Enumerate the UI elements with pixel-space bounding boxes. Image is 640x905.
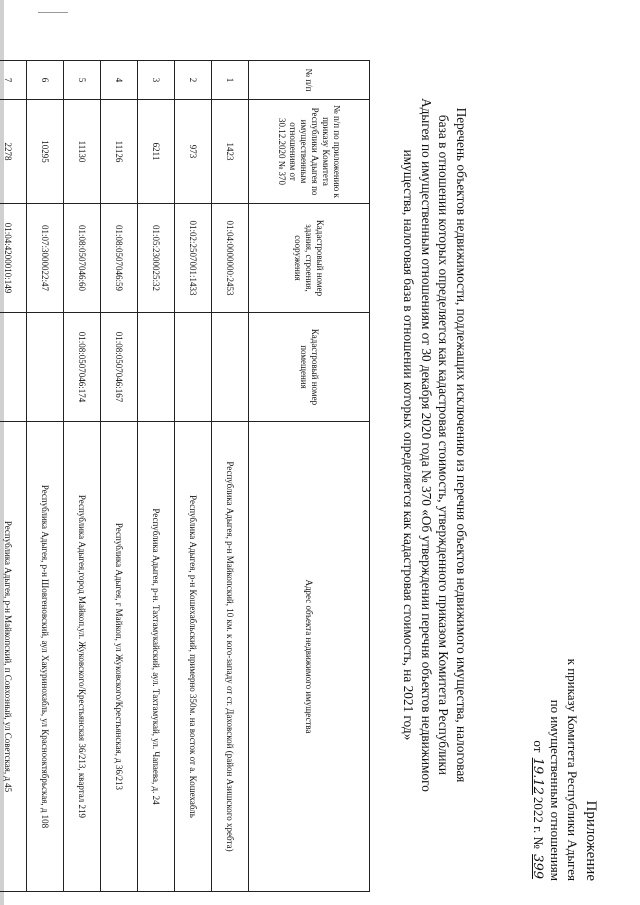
header-room-cadastral: Кадастровый номер помещения <box>249 313 370 422</box>
cell-number: 5 <box>64 61 101 100</box>
cell-reference: 11130 <box>64 100 101 204</box>
cell-room <box>0 313 27 422</box>
cell-address: Республика Адыгея,город Майкоп,ул. Жуковского/Крестьянская 36/213, квартал 219 <box>64 422 101 892</box>
cell-room: 01:08:0507046:174 <box>64 313 101 422</box>
appendix-date-line <box>529 551 547 881</box>
header-building-cadastral: Кадастровый номер здания, строения, сооружения <box>249 204 370 313</box>
cell-room <box>138 313 175 422</box>
appendix-date-prefix: от <box>531 740 546 753</box>
cell-number: 3 <box>138 61 175 100</box>
table-header-row <box>249 61 370 892</box>
appendix-block <box>529 551 600 881</box>
cell-room <box>175 313 212 422</box>
cell-address: Республика Адыгея, р-н Майкопский, п Совхозный, ул Советская, д 45 <box>0 422 27 892</box>
appendix-date-suffix: 2022 г. № <box>531 796 546 849</box>
cell-number: 6 <box>27 61 64 100</box>
table-row <box>0 61 27 892</box>
cell-address: Республика Адыгея, р-н Шовгеновский, аул Хакуринохабль, ул Краснооктябрьская, д 108 <box>27 422 64 892</box>
document-title: Перечень объектов недвижимости, подлежащих исключению из перечня объектов недвижимого имущества, налоговая база в отношении которых определяется как кадастровая стоимость, утвержденного приказом Комитета Республики Адыгея по имущественным отношениям от 30 декабря 2020 года № 370 «Об утверждении перечня объектов недвижимого имущества, налоговая база в отношении которых определяется как кадастровая стоимость, на 2021 год» <box>401 98 469 792</box>
cell-building: 01:05:2300025:32 <box>138 204 175 313</box>
appendix-line-2: к приказу Комитета Республики Адыгея <box>565 658 580 881</box>
cell-building: 01:04:4200010:149 <box>0 204 27 313</box>
cell-building: 01:07:3000022:47 <box>27 204 64 313</box>
header-address: Адрес объекта недвижимого имущества <box>249 422 370 892</box>
cell-room: 01:08:0507046:167 <box>101 313 138 422</box>
appendix-line-1: Приложение <box>583 800 599 881</box>
header-reference-number: № п/п по приложению к приказу Комитета Республики Адыгея по имущественным отношениям от 30.12.2020 № 370 <box>249 100 370 204</box>
cell-address: Республика Адыгея, р-н Кошехабльский, примерно 350м. на восток от а. Кошехабль <box>175 422 212 892</box>
cell-building: 01:08:0507046:59 <box>101 204 138 313</box>
cell-number: 7 <box>0 61 27 100</box>
cell-building: 01:02:2507001:1433 <box>175 204 212 313</box>
cell-building: 01:08:0507046:60 <box>64 204 101 313</box>
cell-number: 1 <box>212 61 249 100</box>
table-row <box>27 61 64 892</box>
table-row <box>138 61 175 892</box>
cell-reference: 1423 <box>212 100 249 204</box>
cell-address: Республика Адыгея, р-н. Тахтамукайский, аул. Тахтамукай, ул. Чапаева, д. 24 <box>138 422 175 892</box>
cell-building: 01:04:0000000:2453 <box>212 204 249 313</box>
cell-reference: 2278 <box>0 100 27 204</box>
cell-address: Республика Адыгея, г Майкоп, ул Жуковского/Крестьянская, д 36/213 <box>101 422 138 892</box>
cell-reference: 11126 <box>101 100 138 204</box>
table-row <box>212 61 249 892</box>
header-number: № п/п <box>249 61 370 100</box>
cell-reference: 6211 <box>138 100 175 204</box>
handwritten-number: 399 <box>530 854 545 879</box>
cell-number: 2 <box>175 61 212 100</box>
cell-address: Республика Адыгея, р-н Майкопский, 10 км. к юго-западу от ст. Даховской (район Азишского хребта) <box>212 422 249 892</box>
handwritten-date: 19.12 <box>530 757 545 795</box>
cell-room <box>212 313 249 422</box>
cell-reference: 973 <box>175 100 212 204</box>
cell-room <box>27 313 64 422</box>
cell-number: 4 <box>101 61 138 100</box>
cell-reference: 10295 <box>27 100 64 204</box>
table-row <box>64 61 101 892</box>
appendix-line-3: по имущественным отношениям <box>548 699 563 881</box>
objects-table <box>0 60 370 892</box>
table-row <box>101 61 138 892</box>
table-row <box>175 61 212 892</box>
